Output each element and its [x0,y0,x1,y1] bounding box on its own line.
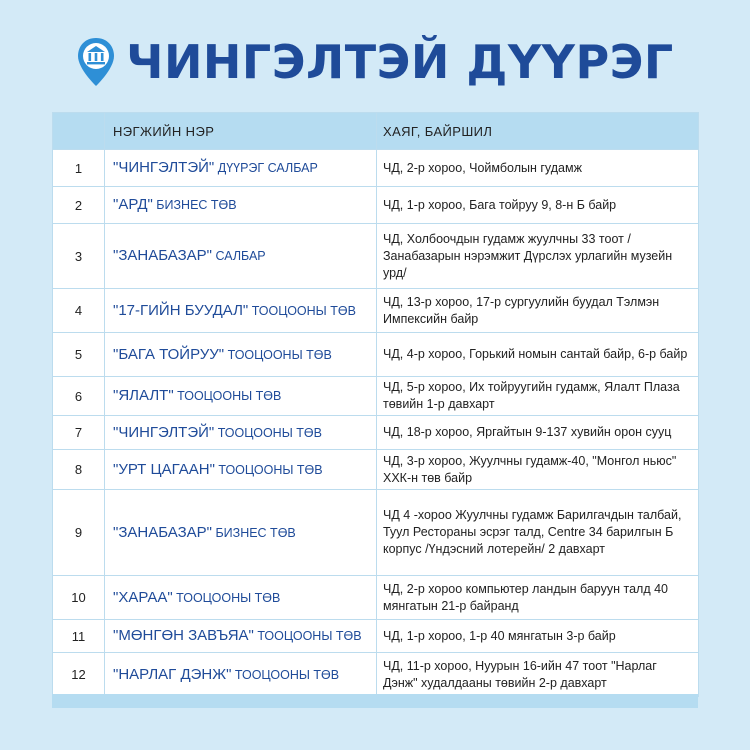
table-row [53,653,699,697]
branch-address: ЧД, 11-р хороо, Нуурын 16-ийн 47 тоот "Нарлаг Дэнж" худалдааны төвийн 2-р давхарт [377,653,699,697]
table-header-row [53,113,699,150]
branch-name: "ЗАНАБАЗАР" [113,247,212,264]
row-number: 6 [53,377,105,416]
branch-name: "17-ГИЙН БУУДАЛ" [113,301,249,319]
branch-address: ЧД, 18-р хороо, Яргайтын 9-137 хувийн орон сууц [377,416,699,450]
table-row [53,620,699,653]
branch-address: ЧД, Холбоочдын гудамж жуулчны 33 тоот / Занабазарын нэрэмжит Дүрслэх урлагийн музейн урд/ [377,224,699,289]
row-number: 4 [53,289,105,333]
branch-type: ТООЦООНЫ ТӨВ [248,303,356,318]
branch-address: ЧД, 5-р хороо, Их тойруугийн гудамж, Ялалт Плаза төвийн 1-р давхарт [377,377,699,416]
row-number: 3 [53,224,105,289]
column-header-address: ХАЯГ, БАЙРШИЛ [377,113,699,150]
branch-name: "ЗАНАБАЗАР" [113,523,212,541]
branch-type: ТООЦООНЫ ТӨВ [214,425,322,440]
branch-name: "ХАРАА" [113,588,173,606]
branch-address: ЧД 4 -хороо Жуулчны гудамж Барилгачдын талбай, Туул Рестораны эсрэг талд, Centre 34 барилгын Б корпус /Үндэсний лотерейн/ 2 давхарт [377,490,699,576]
branch-name-cell [105,576,377,620]
table-footer-strip [52,694,698,708]
row-number: 11 [53,620,105,653]
branch-name-cell [105,416,377,450]
table-row [53,416,699,450]
branch-type: ТООЦООНЫ ТӨВ [173,389,282,403]
branch-name-cell [105,333,377,377]
table-row [53,377,699,416]
branch-name: "БАГА ТОЙРУУ" [113,345,225,363]
branch-name-cell [105,490,377,576]
branch-name: "НАРЛАГ ДЭНЖ" [113,665,232,683]
column-header-number [53,113,105,150]
branch-name-cell [105,150,377,187]
branch-name-cell [105,289,377,333]
table-row [53,490,699,576]
branch-table-card [52,112,698,694]
row-number: 5 [53,333,105,377]
branch-address: ЧД, 1-р хороо, 1-р 40 мянгатын 3-р байр [377,620,699,653]
bank-location-pin-icon [76,36,116,88]
table-row [53,224,699,289]
branch-name: "УРТ ЦАГААН" [113,460,215,478]
branch-name: "ЧИНГЭЛТЭЙ" [113,159,215,176]
page-header [0,32,750,92]
branch-type: ТООЦООНЫ ТӨВ [231,667,340,682]
branch-address: ЧД, 1-р хороо, Бага тойруу 9, 8-н Б байр [377,187,699,224]
branch-name-cell [105,187,377,224]
table-row [53,187,699,224]
branch-name-cell [105,620,377,653]
branch-address: ЧД, 2-р хороо компьютер ландын баруун талд 40 мянгатын 21-р байранд [377,576,699,620]
row-number: 12 [53,653,105,697]
branch-type: САЛБАР [211,249,266,263]
branch-address: ЧД, 3-р хороо, Жуулчны гудамж-40, "Монгол ньюс" ХХК-н төв байр [377,450,699,490]
branch-address: ЧД, 2-р хороо, Чоймболын гудамж [377,150,699,187]
branch-name-cell [105,377,377,416]
table-row [53,450,699,490]
branch-name: "МӨНГӨН ЗАВЪЯА" [113,627,254,644]
branch-name-cell [105,224,377,289]
page-title: ЧИНГЭЛТЭЙ ДҮҮРЭГ [126,35,674,89]
branch-name-cell [105,653,377,697]
branch-name: "АРД" [113,196,153,213]
branch-address: ЧД, 13-р хороо, 17-р сургуулийн буудал Тэлмэн Импексийн байр [377,289,699,333]
branch-type: ТООЦООНЫ ТӨВ [224,347,332,362]
branch-type: БИЗНЕС ТӨВ [211,525,296,540]
branch-type: ТООЦООНЫ ТӨВ [214,462,323,477]
column-header-name: НЭГЖИЙН НЭР [105,113,377,150]
row-number: 8 [53,450,105,490]
row-number: 10 [53,576,105,620]
table-row [53,289,699,333]
row-number: 7 [53,416,105,450]
table-row [53,333,699,377]
branch-type: БИЗНЕС ТӨВ [152,198,237,212]
branch-name: "ЧИНГЭЛТЭЙ" [113,423,215,441]
branch-table [52,112,699,697]
row-number: 2 [53,187,105,224]
branch-type: ТООЦООНЫ ТӨВ [253,629,362,643]
branch-name-cell [105,450,377,490]
row-number: 9 [53,490,105,576]
branch-type: ТООЦООНЫ ТӨВ [172,590,281,605]
branch-type: ДҮҮРЭГ САЛБАР [214,161,318,175]
table-row [53,576,699,620]
branch-address: ЧД, 4-р хороо, Горький номын сантай байр, 6-р байр [377,333,699,377]
table-row [53,150,699,187]
branch-name: "ЯЛАЛТ" [113,387,174,404]
row-number: 1 [53,150,105,187]
